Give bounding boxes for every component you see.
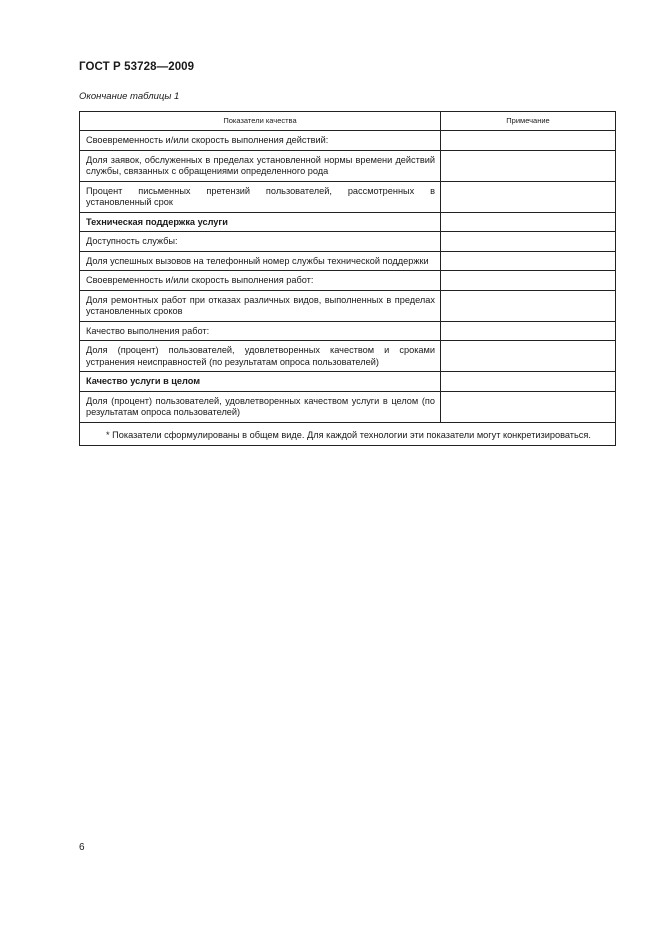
note-cell — [441, 232, 616, 252]
footnote-text: * Показатели сформулированы в общем виде. Для каждой технологии эти показатели могут конкретизироваться. — [106, 429, 591, 440]
indicator-cell: Процент письменных претензий пользователей, рассмотренных в установленный срок — [80, 181, 441, 212]
indicator-cell: Доля успешных вызовов на телефонный номер службы технической поддержки — [80, 251, 441, 271]
table-row — [80, 290, 616, 321]
section-heading-cell: Техническая поддержка услуги — [80, 212, 441, 232]
note-cell — [441, 131, 616, 151]
indicator-cell: Своевременность и/или скорость выполнения работ: — [80, 271, 441, 291]
table-body — [80, 131, 616, 446]
indicator-cell: Доля ремонтных работ при отказах различных видов, выполненных в пределах установленных сроков — [80, 290, 441, 321]
document-code: ГОСТ Р 53728—2009 — [79, 61, 195, 73]
indicator-cell: Доступность службы: — [80, 232, 441, 252]
table-header-row — [80, 112, 616, 131]
section-heading-cell: Качество услуги в целом — [80, 372, 441, 392]
note-cell — [441, 391, 616, 422]
table-row — [80, 150, 616, 181]
note-cell — [441, 372, 616, 392]
table-caption: Окончание таблицы 1 — [79, 91, 180, 102]
page-number: 6 — [79, 842, 85, 853]
note-cell — [441, 181, 616, 212]
indicator-cell: Доля (процент) пользователей, удовлетворенных качеством услуги в целом (по результатам опроса пользователей) — [80, 391, 441, 422]
table-row — [80, 251, 616, 271]
table-row — [80, 341, 616, 372]
indicator-cell: Своевременность и/или скорость выполнения действий: — [80, 131, 441, 151]
note-cell — [441, 321, 616, 341]
quality-indicators-table — [79, 111, 616, 446]
column-header-indicators: Показатели качества — [80, 112, 441, 131]
table-section-row — [80, 372, 616, 392]
table-row — [80, 131, 616, 151]
table-row — [80, 181, 616, 212]
table-row — [80, 271, 616, 291]
table-row — [80, 232, 616, 252]
note-cell — [441, 341, 616, 372]
note-cell — [441, 271, 616, 291]
table-row — [80, 391, 616, 422]
note-cell — [441, 251, 616, 271]
footnote-cell — [80, 422, 616, 446]
indicator-cell: Доля заявок, обслуженных в пределах установленной нормы времени действий службы, связанных с обращениями определенного рода — [80, 150, 441, 181]
table-footnote-row — [80, 422, 616, 446]
table-row — [80, 321, 616, 341]
note-cell — [441, 150, 616, 181]
note-cell — [441, 290, 616, 321]
indicator-cell: Качество выполнения работ: — [80, 321, 441, 341]
table-section-row — [80, 212, 616, 232]
column-header-note: Примечание — [441, 112, 616, 131]
indicator-cell: Доля (процент) пользователей, удовлетворенных качеством и сроками устранения неисправностей (по результатам опроса пользователей) — [80, 341, 441, 372]
note-cell — [441, 212, 616, 232]
